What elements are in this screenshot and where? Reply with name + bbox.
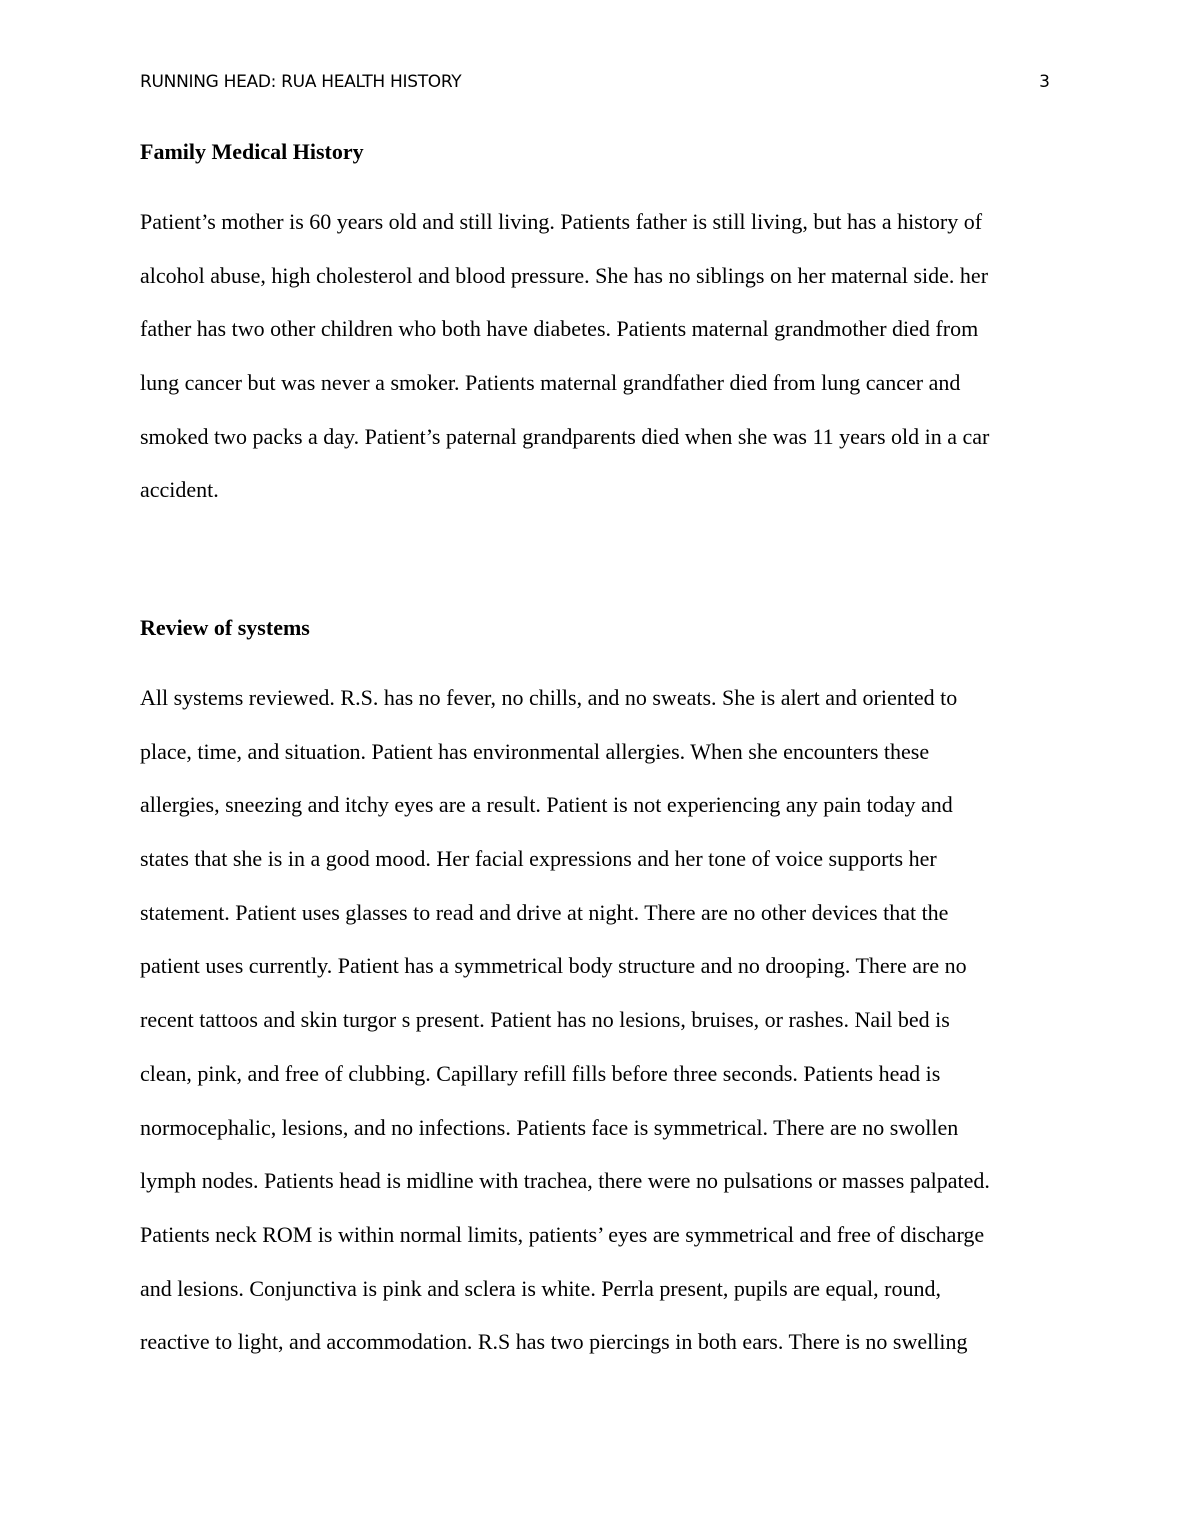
text-line: lung cancer but was never a smoker. Patients maternal grandfather died from lung cancer and	[140, 370, 961, 396]
paragraph-family-medical-history	[140, 195, 1050, 517]
text-line: patient uses currently. Patient has a symmetrical body structure and no drooping. There are no	[140, 953, 967, 979]
running-head: RUNNING HEAD: RUA HEALTH HISTORY	[140, 72, 462, 92]
text-line: Patient’s mother is 60 years old and still living. Patients father is still living, but has a history of	[140, 209, 983, 234]
text-line: recent tattoos and skin turgor s present. Patient has no lesions, bruises, or rashes. Nail bed is	[140, 1007, 950, 1033]
text-line: clean, pink, and free of clubbing. Capillary refill fills before three seconds. Patients head is	[140, 1060, 941, 1086]
text-line: reactive to light, and accommodation. R.S has two piercings in both ears. There is no swelling	[140, 1329, 968, 1355]
text-line: father has two other children who both have diabetes. Patients maternal grandmother died from	[140, 316, 979, 342]
text-line: All systems reviewed. R.S. has no fever, no chills, and no sweats. She is alert and oriented to	[140, 685, 958, 710]
text-line: alcohol abuse, high cholesterol and blood pressure. She has no siblings on her maternal side. her	[140, 262, 989, 288]
text-line: allergies, sneezing and itchy eyes are a result. Patient is not experiencing any pain today and	[140, 792, 953, 818]
text-line: smoked two packs a day. Patient’s paternal grandparents died when she was 11 years old in a car	[140, 423, 990, 449]
page-number: 3	[1039, 72, 1050, 92]
text-line: place, time, and situation. Patient has environmental allergies. When she encounters these	[140, 738, 930, 764]
text-line: Patients neck ROM is within normal limits, patients’ eyes are symmetrical and free of discharge	[140, 1221, 985, 1247]
section-heading-family-medical-history: Family Medical History	[140, 139, 364, 164]
text-line: statement. Patient uses glasses to read and drive at night. There are no other devices that the	[140, 899, 949, 925]
paragraph-review-of-systems	[140, 671, 1050, 1369]
text-line: accident.	[140, 477, 219, 503]
text-line: and lesions. Conjunctiva is pink and sclera is white. Perrla present, pupils are equal, round,	[140, 1275, 941, 1301]
text-line: lymph nodes. Patients head is midline with trachea, there were no pulsations or masses palpated.	[140, 1168, 990, 1194]
section-heading-review-of-systems: Review of systems	[140, 615, 310, 640]
text-line: states that she is in a good mood. Her facial expressions and her tone of voice supports her	[140, 846, 937, 872]
text-line: normocephalic, lesions, and no infections. Patients face is symmetrical. There are no swollen	[140, 1114, 959, 1140]
